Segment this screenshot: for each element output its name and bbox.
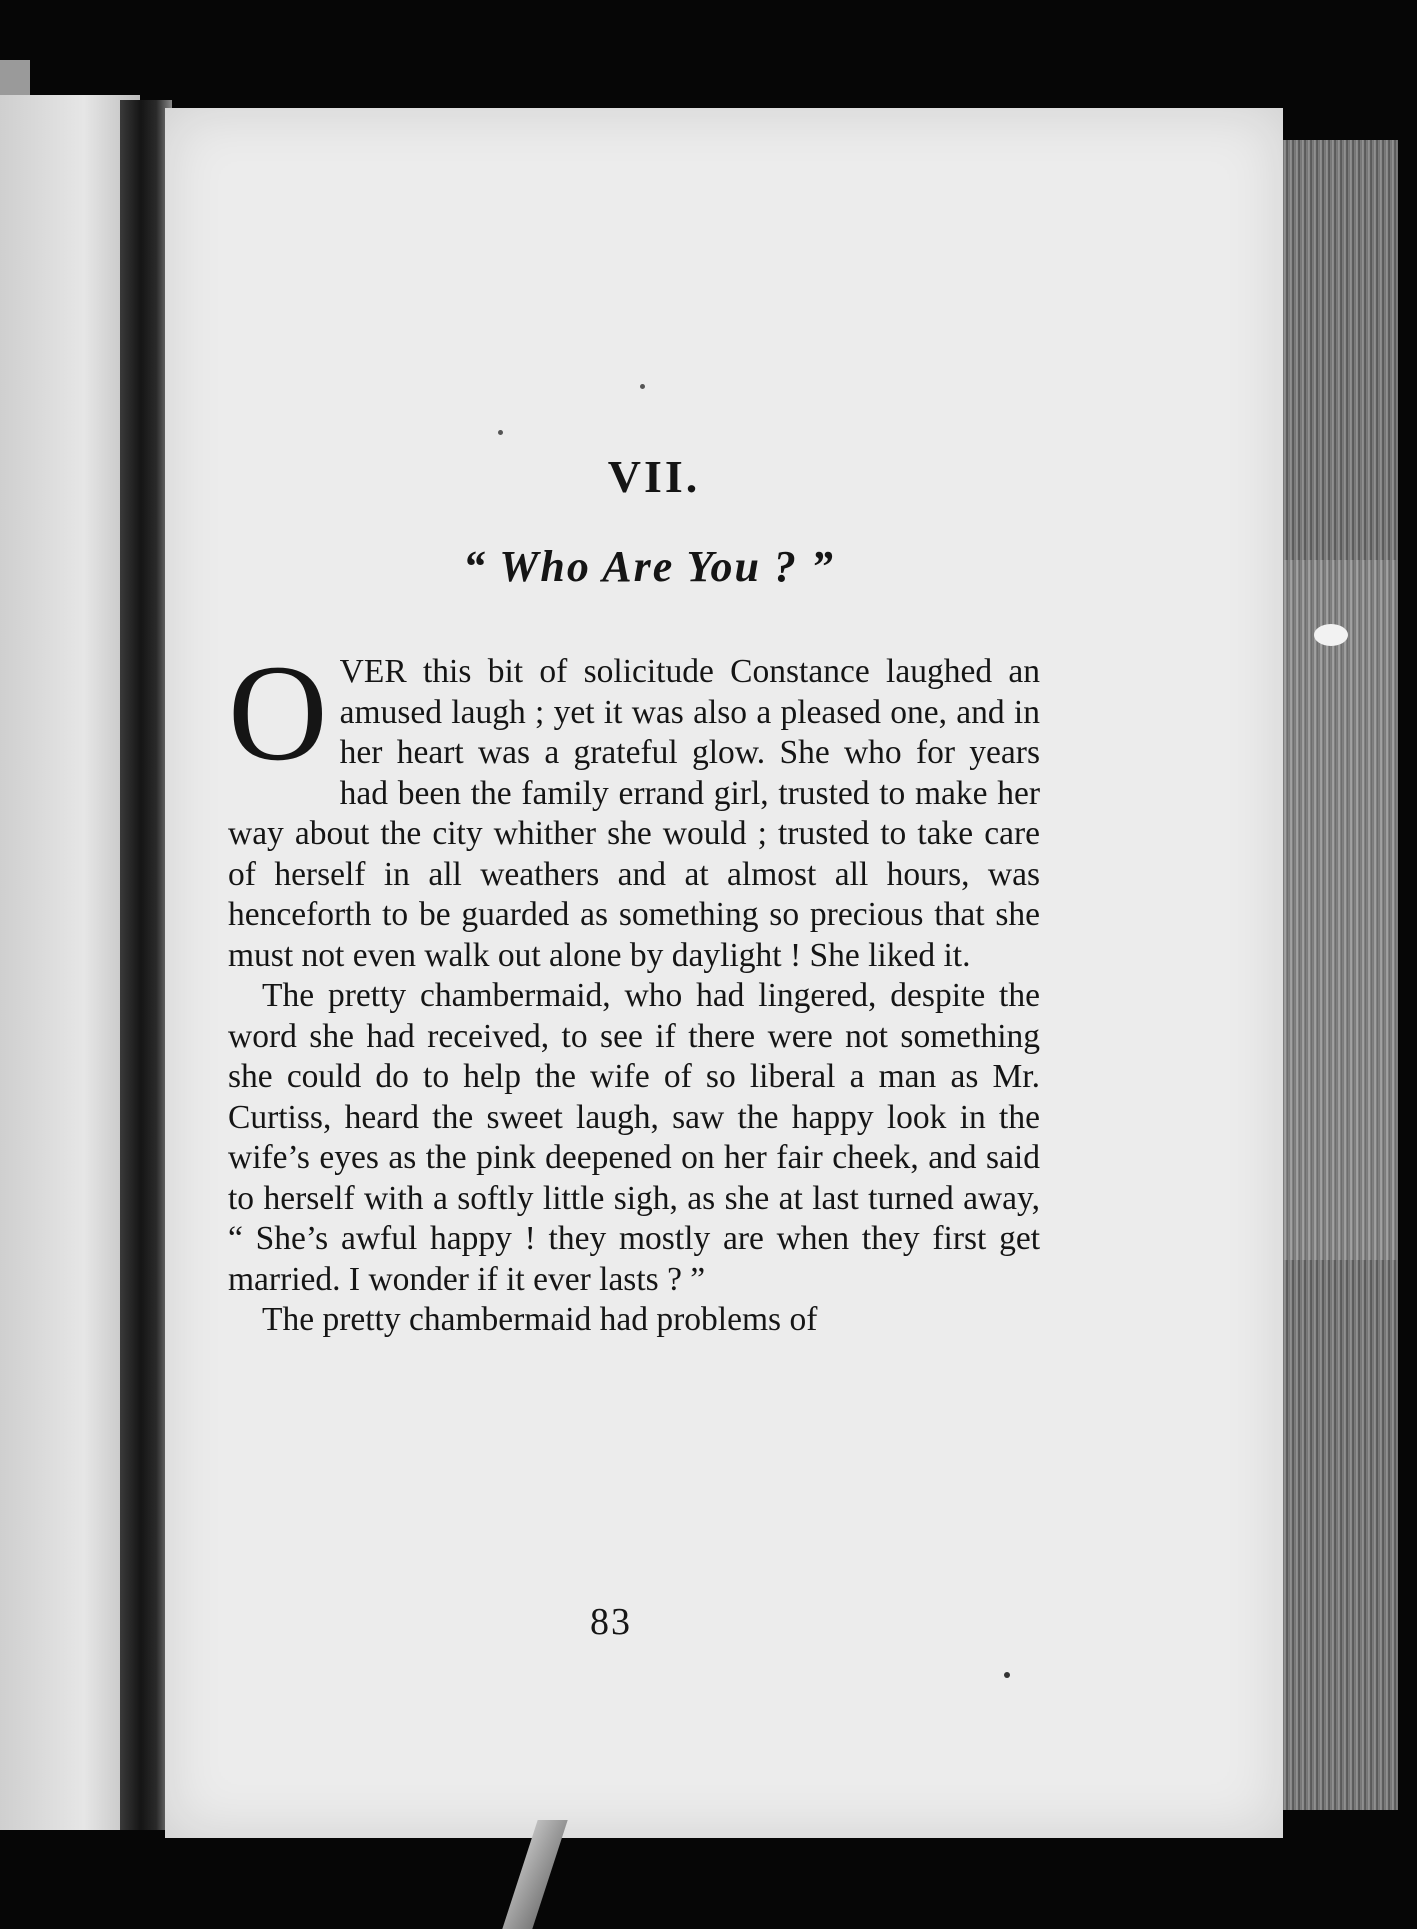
paragraph-1-text: VER this bit of solicitude Constance laughed an amused laugh ; yet it was also a pleased one, and in her heart was a grateful glow. She who for years had been the family errand girl, trusted to make her way about the city whither she would ; trusted to take care of herself in all weathers and at almost all hours, was henceforth to be guarded as something so precious that she must not even walk out alone by daylight ! She liked it. [228,653,1040,974]
drop-cap: O [228,636,328,789]
left-page-corner [0,60,30,100]
paragraph-1 [228,636,1040,976]
scan-fleck [1004,1672,1010,1678]
chapter-title: “ Who Are You ? ” [463,542,835,591]
scan-fleck [498,430,503,435]
paragraph-3: The pretty chambermaid had problems of [262,1301,818,1338]
page-text [228,450,1040,1341]
chapter-number: VII. [607,451,701,502]
scan-fleck [640,384,645,389]
paragraph-2: The pretty chambermaid, who had lingered, despite the word she had received, to see if there were not something she could do to help the wife of so liberal a man as Mr. Curtiss, heard the sweet laugh, saw the happy look in the wife’s eyes as the pink deepened on her fair cheek, and said to herself with a softly little sigh, as she at last turned away, “ She’s awful happy ! they mostly are when they first get married. I wonder if it ever lasts ? ” [228,977,1040,1298]
page-block-highlight [1283,560,1398,1260]
left-page-edge [0,95,140,1830]
scan-fleck [1314,624,1348,646]
page-number: 83 [590,1601,632,1643]
